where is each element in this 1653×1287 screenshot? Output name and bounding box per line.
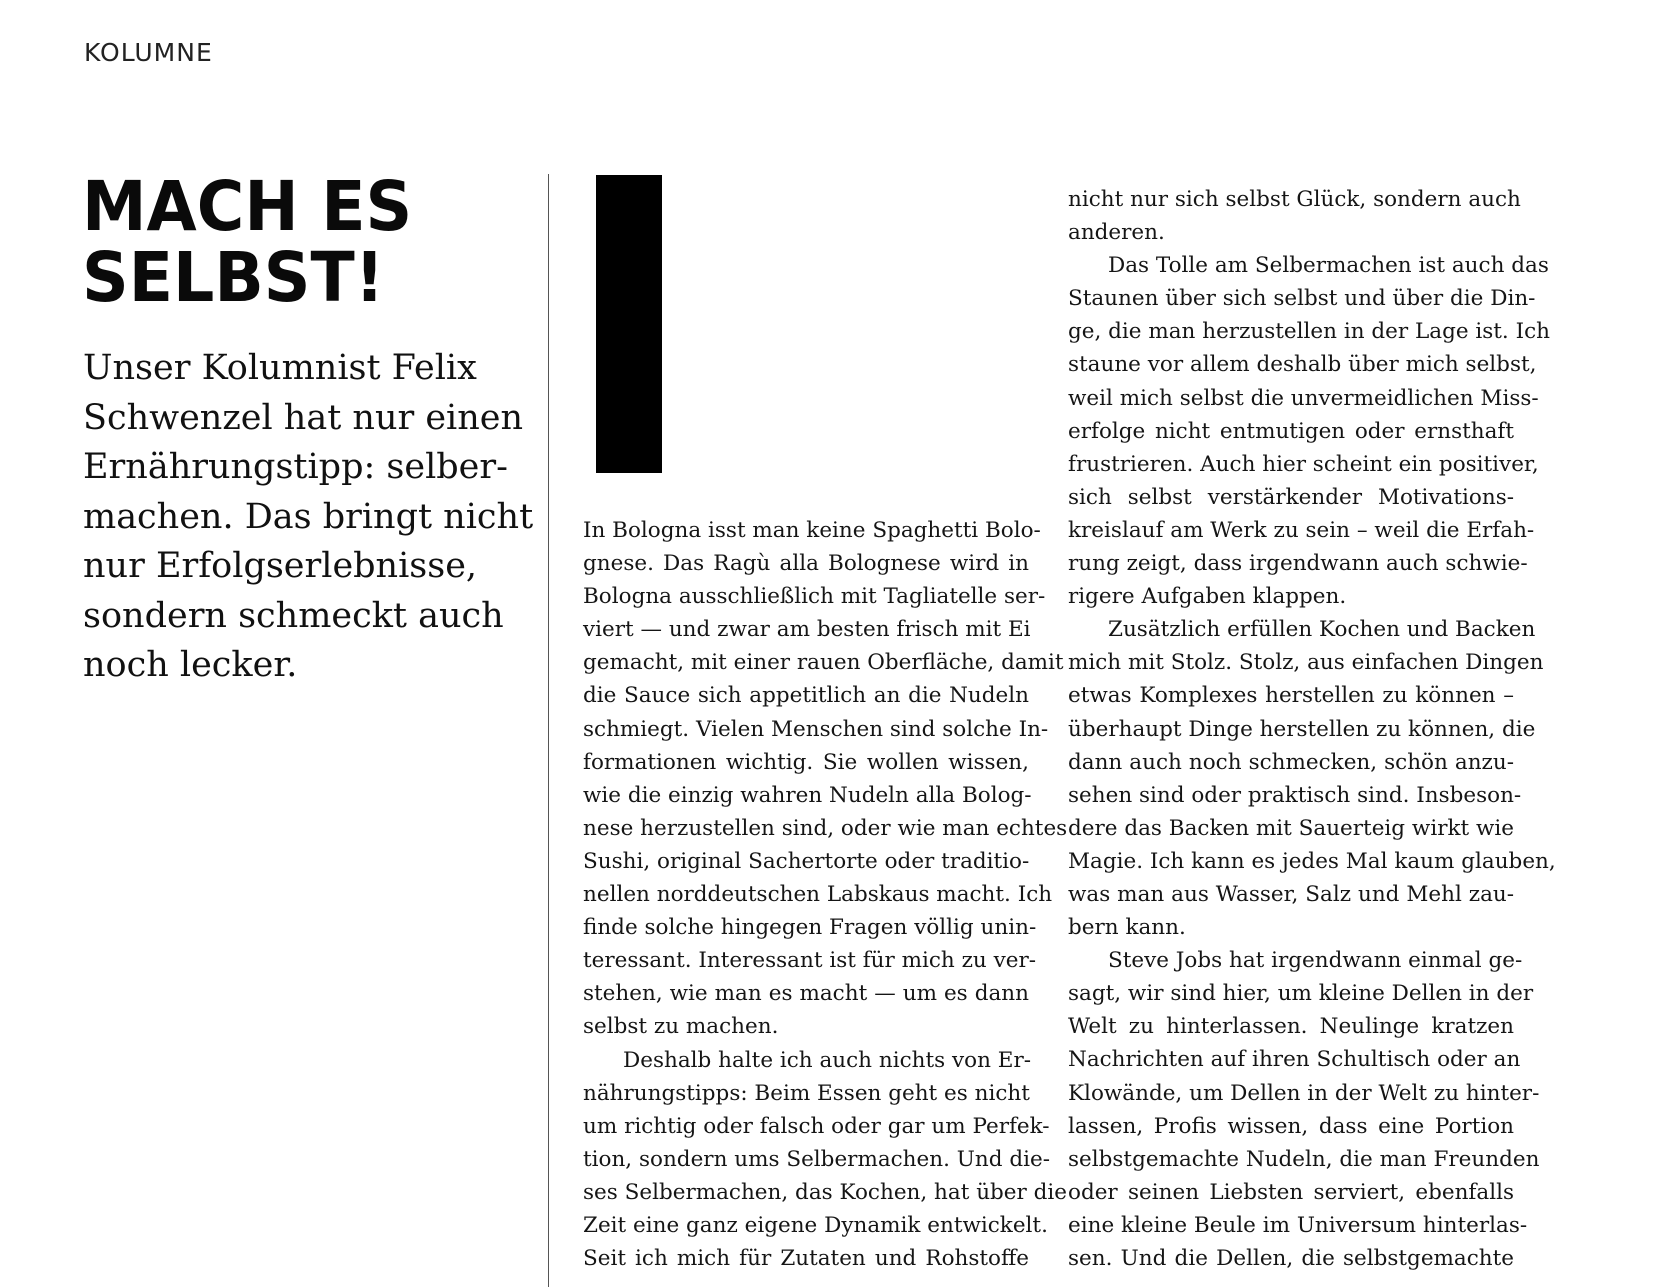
lead-paragraph [83,344,534,691]
text-line: Deshalb halte ich auch nichts von Er- [623,1047,1031,1073]
text-line: Steve Jobs hat irgendwann einmal ge- [1108,948,1523,974]
text-line: staune vor allem deshalb über mich selbst, [1068,352,1537,378]
text-line: Sushi, original Sachertorte oder traditio- [583,848,1030,874]
text-line: finde solche hingegen Fragen völlig unin- [583,915,1037,941]
text-line: lassen, Profis wissen, dass eine Portion [1068,1113,1514,1139]
text-line: Welt zu hinterlassen. Neulinge kratzen [1068,1014,1514,1040]
lead-line: noch lecker. [83,645,298,685]
column-divider [548,174,549,1287]
section-label: KOLUMNE [84,38,213,67]
text-line: selbst zu machen. [583,1014,779,1040]
text-line: oder seinen Liebsten serviert, ebenfalls [1068,1179,1514,1205]
text-line: sich selbst verstärkender Motivations- [1068,484,1514,510]
text-line: nährungstipps: Beim Essen geht es nicht [583,1080,1030,1106]
article-column-1 [583,514,1068,1275]
text-line: um richtig oder falsch oder gar um Perfek- [583,1113,1050,1139]
text-line: teressant. Interessant ist für mich zu ver- [583,948,1037,974]
text-line: kreislauf am Werk zu sein – weil die Erfah- [1068,517,1535,543]
lead-line: Unser Kolumnist Felix [83,348,477,388]
text-line: sen. Und die Dellen, die selbstgemachte [1068,1246,1514,1271]
text-line: Seit ich mich für Zutaten und Rohstoffe [583,1246,1029,1272]
text-line: Klowände, um Dellen in der Welt zu hinter- [1068,1080,1540,1106]
text-line: Bologna ausschließlich mit Tagliatelle ser- [583,584,1046,610]
text-line: tion, sondern ums Selbermachen. Und die- [583,1146,1050,1172]
text-line: dann auch noch schmecken, schön anzu- [1068,749,1514,775]
lead-line: Ernährungstipp: selber- [83,447,508,487]
text-line: dere das Backen mit Sauerteig wirkt wie [1068,815,1514,841]
text-line: mich mit Stolz. Stolz, aus einfachen Dingen [1068,650,1544,676]
text-line: bern kann. [1068,915,1186,941]
drop-initial-bar [596,175,662,473]
text-line: etwas Komplexes herstellen zu können – [1068,683,1514,709]
headline-line: SELBST! [82,238,385,318]
text-line: erfolge nicht entmutigen oder ernsthaft [1068,418,1514,444]
text-line: nellen norddeutschen Labskaus macht. Ich [583,882,1053,908]
text-line: sagt, wir sind hier, um kleine Dellen in der [1068,981,1534,1007]
text-line: schmiegt. Vielen Menschen sind solche In- [583,716,1049,742]
text-line: stehen, wie man es macht — um es dann [583,981,1029,1007]
text-line: gnese. Das Ragù alla Bolognese wird in [583,551,1029,577]
text-line: viert — und zwar am besten frisch mit Ei [583,617,1031,643]
text-line: formationen wichtig. Sie wollen wissen, [583,749,1029,775]
lead-line: nur Erfolgserlebnisse, [83,546,478,586]
lead-line: Schwenzel hat nur einen [83,397,524,438]
lead-line: sondern schmeckt auch [83,595,504,636]
text-line: die Sauce sich appetitlich an die Nudeln [583,683,1029,709]
text-line: rung zeigt, dass irgendwann auch schwie- [1068,551,1528,577]
text-line: weil mich selbst die unvermeidlichen Miss- [1068,385,1539,411]
text-line: Zusätzlich erfüllen Kochen und Backen [1108,617,1536,643]
text-line: frustrieren. Auch hier scheint ein positiver, [1068,451,1539,477]
text-line: gemacht, mit einer rauen Oberfläche, damit [583,650,1064,676]
text-line: Nachrichten auf ihren Schultisch oder an [1068,1047,1521,1073]
text-line: Magie. Ich kann es jedes Mal kaum glauben, [1068,848,1556,874]
text-line: nese herzustellen sind, oder wie man echtes [583,815,1068,841]
text-line: ge, die man herzustellen in der Lage ist. Ich [1068,319,1550,345]
text-line: eine kleine Beule im Universum hinterlas- [1068,1212,1528,1238]
headline-line: MACH ES [82,167,413,247]
headline [82,167,496,318]
text-line: Das Tolle am Selbermachen ist auch das [1108,253,1549,279]
text-line: was man aus Wasser, Salz und Mehl zau- [1068,881,1514,907]
text-line: Staunen über sich selbst und über die Din- [1068,286,1536,312]
article-column-2 [1068,183,1556,1275]
text-line: überhaupt Dinge herstellen zu können, die [1068,716,1536,742]
text-line: sehen sind oder praktisch sind. Insbeson- [1068,782,1522,808]
lead-line: machen. Das bringt nicht [83,496,534,537]
text-line: nicht nur sich selbst Glück, sondern auch [1068,187,1521,212]
text-line: In Bologna isst man keine Spaghetti Bolo- [583,518,1041,543]
text-line: selbstgemachte Nudeln, die man Freunden [1068,1146,1540,1172]
text-line: rigere Aufgaben klappen. [1068,584,1347,610]
text-line: anderen. [1068,220,1165,246]
text-line: ses Selbermachen, das Kochen, hat über die [583,1179,1068,1205]
text-line: wie die einzig wahren Nudeln alla Bolog- [583,782,1032,808]
text-line: Zeit eine ganz eigene Dynamik entwickelt. [583,1212,1048,1238]
